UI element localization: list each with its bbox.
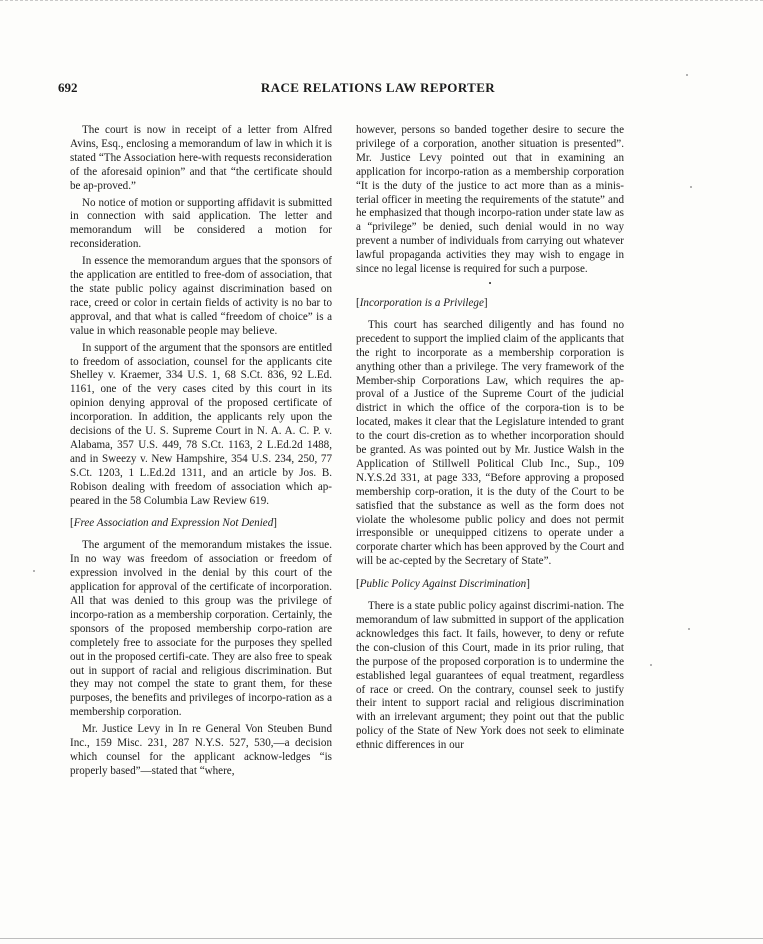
bottom-border <box>0 938 763 939</box>
section-heading: [Public Policy Against Discrimination] <box>356 578 530 591</box>
page-header <box>58 80 678 100</box>
bullet-mark: • <box>488 278 492 288</box>
paragraph: There is a state public policy against discrimi-nation. The memorandum of law submitted in support of the application acknowledges this fact. It fails, however, to deny or refute the con-clusion of this Court, made in its prior ruling, that the purpose of the proposed corporation is to undermine the established legal guarantees of equal treatment, regardless of race or creed. On the contrary, counsel seek to justify their intent to support racial and religious discrimination with an irrelevant argument; they point out that the public policy of the State of New York does not seek to eliminate ethnic differences in our <box>356 600 624 752</box>
paragraph: This court has searched diligently and has found no precedent to support the implied claim of the applicants that the right to incorporate as a membership corporation is anything other than a privilege. The very framework of the Member-ship Corporations Law, which requires the ap-proval of a Justice of the Supreme Court of the judicial district in which the office of the corpora-tion is to be located, makes it clear that the Legislature intended to grant to the court dis-cretion as to whether incorporation should be granted. As was pointed out by Mr. Justice Walsh in the Application of Stillwell Political Club Inc., Sup., 109 N.Y.S.2d 331, at page 333, “Before approving a proposed membership corp-oration, it is the duty of the Court to be satisfied that the substance as well as the form does not violate the wholesome public policy and does not permit irresponsible or unequipped citizens to operate under a corporate charter which has been approved by the Court and will be ac-cepted by the Secretary of State”. <box>356 318 624 568</box>
paragraph: however, persons so banded together desire to secure the privilege of a corporation, another situation is presented”. Mr. Justice Levy pointed out that in examining an application for incorpo-ration as a membership corporation “It is the duty of the justice to act more than as a minis-terial officer in meeting the requirements of the statute” and he emphasized that though incorpo-ration under state law as a “privilege” be denied, such denial would in no way prevent a number of individuals from carrying out whatever lawful propaganda activities they may wish to engage in since no legal license is required for such a purpose. <box>356 124 624 276</box>
section-heading: [Incorporation is a Privilege] <box>356 296 488 309</box>
running-head: RACE RELATIONS LAW REPORTER <box>260 80 496 95</box>
paragraph: The argument of the memorandum mistakes the issue. In no way was freedom of association or freedom of expression involved in the denial by this court of the application for approval of the certificate of incorporation. All that was denied to this group was the privilege of incorpo-ration as a membership corporation. Certainly, the sponsors of the proposed membership corpo-ration are completely free to associate for the purposes they spelled out in the proposed certifi-cate. They are also free to speak out in support of racial and religious discrimination. But they may not compel the state to grant them, for these purposes, the benefits and privileges of incorpo-ration as a membership corporation. <box>70 539 332 719</box>
scan-speck <box>650 664 652 666</box>
page-number: 692 <box>58 80 78 95</box>
section-heading-text: Public Policy Against Discrimination <box>359 578 527 591</box>
top-border <box>0 0 763 5</box>
scan-speck <box>33 570 35 572</box>
paragraph: The court is now in receipt of a letter from Alfred Avins, Esq., enclosing a memorandum of law in which it is stated “The Association here-with requests reconsideration of the aforesaid opinion” and that “the certificate should be ap-proved.” <box>70 124 332 192</box>
section-heading: [Free Association and Expression Not Denied] <box>70 517 277 530</box>
section-heading-text: Free Association and Expression Not Denied <box>73 517 274 530</box>
paragraph: No notice of motion or supporting affidavit is submitted in connection with said application. The letter and memorandum will be considered a motion for reconsideration. <box>70 196 332 251</box>
paragraph: In essence the memorandum argues that the sponsors of the application are entitled to free-dom of association, that the state public policy against discrimination based on race, creed or color in certain fields of activity is no bar to approval, and that what is called “freedom of choice” is a value in which reasonable people may believe. <box>70 255 332 337</box>
section-heading-text: Incorporation is a Privilege <box>359 296 484 309</box>
scan-speck <box>690 186 692 188</box>
paragraph: In support of the argument that the sponsors are entitled to freedom of association, counsel for the applicants cite Shelley v. Kraemer, 334 U.S. 1, 68 S.Ct. 836, 92 L.Ed. 1161, one of the very cases cited by this court in its opinion denying approval of the proposed certificate of incorporation. In addition, the applicants rely upon the decisions of the U. S. Supreme Court in N. A. A. C. P. v. Alabama, 357 U.S. 449, 78 S.Ct. 1163, 2 L.Ed.2d 1488, and in Sweezy v. New Hampshire, 354 U.S. 234, 250, 77 S.Ct. 1203, 1 L.Ed.2d 1311, and an article by Jos. B. Robison dealing with freedom of association which ap-peared in the 58 Columbia Law Review 619. <box>70 341 332 507</box>
paragraph: Mr. Justice Levy in In re General Von Steuben Bund Inc., 159 Misc. 231, 287 N.Y.S. 527, 530,—a decision which counsel for the applicant acknow-ledges “is properly based”—stated that “where, <box>70 723 332 777</box>
right-column <box>356 124 624 756</box>
left-column <box>70 124 332 782</box>
scan-speck <box>686 74 688 76</box>
scan-speck <box>688 628 690 630</box>
